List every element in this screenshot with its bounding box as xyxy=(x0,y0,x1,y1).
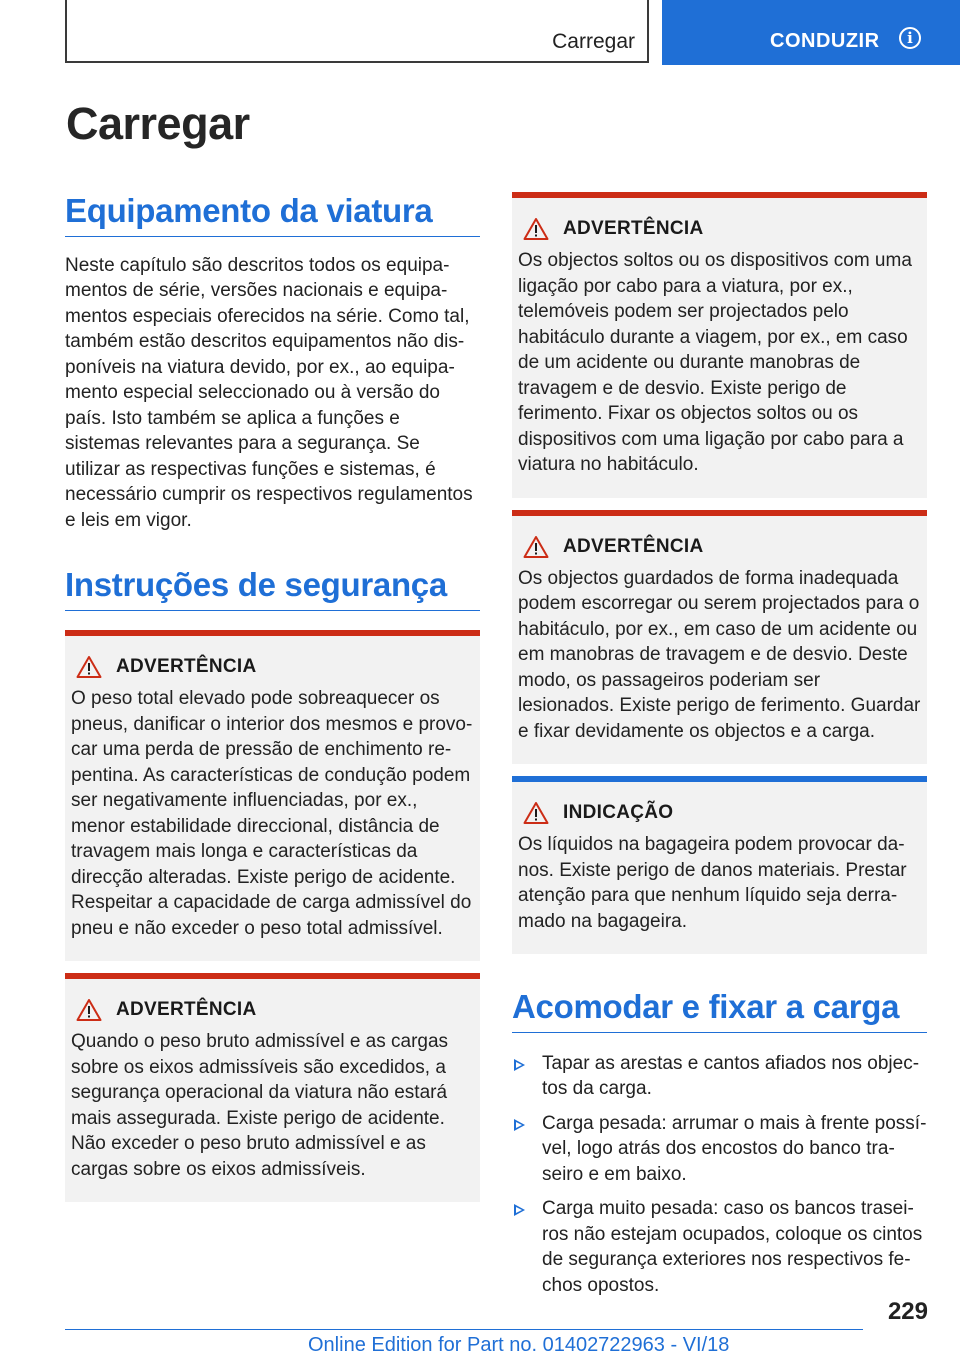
section-title-equipamento: Equipamento da viatura xyxy=(65,192,480,237)
warning-label: ADVERTÊNCIA xyxy=(116,999,257,1021)
warning-triangle-icon xyxy=(76,655,102,679)
section-title-seguranca: Instruções de segurança xyxy=(65,566,480,611)
warning-header xyxy=(518,216,921,242)
triangle-bullet-icon xyxy=(514,1119,525,1131)
warning-header xyxy=(71,654,474,680)
warning-text: Quando o peso bruto admissível e as cargas sobre os eixos admissíveis são excedidos, a segurança operacional da viatura não estará mais assegurada. Existe perigo de acidente. Não exceder o peso bruto admissível e as cargas sobre os eixos admissíveis. xyxy=(71,1031,449,1180)
page-title: Carregar xyxy=(66,98,250,149)
warning-triangle-icon xyxy=(523,801,549,825)
header-chapter-tab[interactable] xyxy=(662,0,960,65)
header-chapter-label: CONDUZIR xyxy=(770,30,880,52)
warning-label: ADVERTÊNCIA xyxy=(563,535,704,557)
warning-box-1 xyxy=(65,630,480,961)
warning-box-4 xyxy=(512,510,927,765)
equipamento-body: Neste capítulo são descritos todos os equipamentos de série, versões nacionais e equipamentos especiais oferecidos na série. Como tal, também estão descritos equipamentos não disponíveis na viatura devido, por ex., ao equipamento especial seleccionado ou à versão do país. Isto também se aplica a funções e sistemas relevantes para a segurança. Se utilizar as respectivas funções e sistemas, é necessário cumprir os respectivos regulamentos e leis em vigor. xyxy=(65,254,473,531)
section-title-acomodar: Acomodar e fixar a carga xyxy=(512,988,927,1033)
warning-triangle-icon xyxy=(523,217,549,241)
list-item xyxy=(512,1111,927,1188)
header-section-label: Carregar xyxy=(552,30,635,53)
cargo-steps-list xyxy=(512,1051,927,1299)
list-item-text: Tapar as arestas e cantos afiados nos objectos da carga. xyxy=(542,1052,920,1100)
note-header xyxy=(518,800,921,826)
warning-text: O peso total elevado pode sobreaquecer os pneus, danificar o interior dos mesmos e provocar uma perda de pressão de enchimento repentina. As características de condução podem ser negativamente influenciadas, por ex., menor estabilidade direccional, distância de travagem mais longa e características da direcção alteradas. Existe perigo de acidente. Respeitar a capacidade de carga admissível do pneu e não exceder o peso total admissível. xyxy=(71,688,473,939)
page-number: 229 xyxy=(887,1298,928,1325)
header-section-tab xyxy=(65,0,649,63)
triangle-bullet-icon xyxy=(514,1204,525,1216)
footer-divider xyxy=(65,1329,863,1330)
left-column xyxy=(65,192,480,1202)
warning-box-2 xyxy=(65,973,480,1202)
warning-box-3 xyxy=(512,192,927,498)
info-icon[interactable]: i xyxy=(899,27,921,49)
warning-text: Os objectos guardados de forma inadequada podem escorregar ou serem projectados para o habitáculo, por ex., em caso de um acidente ou em manobras de travagem e de desvio. Deste modo, os passageiros poderiam ser lesionados. Existe perigo de ferimento. Guardar e fixar devidamente os objectos e a carga. xyxy=(518,567,921,742)
list-item xyxy=(512,1051,927,1102)
warning-triangle-icon xyxy=(523,535,549,559)
list-item-text: Carga pesada: arrumar o mais à frente possível, logo atrás dos encostos do banco traseiro e em baixo. xyxy=(542,1112,927,1185)
warning-text: Os objectos soltos ou os dispositivos com uma ligação por cabo para a viatura, por ex., telemóveis podem ser projectados pelo habitáculo durante a viagem, por ex., em caso de um acidente ou durante manobras de travagem e de desvio. Existe perigo de ferimento. Fixar os objectos soltos ou os dispositivos com uma ligação por cabo para a viatura no habitáculo. xyxy=(518,250,912,475)
right-column xyxy=(512,192,927,1307)
list-item xyxy=(512,1196,927,1298)
note-label: INDICAÇÃO xyxy=(563,802,674,823)
warning-label: ADVERTÊNCIA xyxy=(116,656,257,678)
footer-edition-text: Online Edition for Part no. 01402722963 - VI/18 xyxy=(308,1334,730,1356)
note-box-1 xyxy=(512,776,927,954)
warning-triangle-icon xyxy=(76,998,102,1022)
list-item-text: Carga muito pesada: caso os bancos traseiros não estejam ocupados, coloque os cintos de segurança exteriores nos respectivos fechos opostos. xyxy=(542,1198,923,1296)
triangle-bullet-icon xyxy=(514,1059,525,1071)
warning-header xyxy=(71,997,474,1023)
warning-header xyxy=(518,534,921,560)
warning-label: ADVERTÊNCIA xyxy=(563,218,704,239)
note-text: Os líquidos na bagageira podem provocar danos. Existe perigo de danos materiais. Prestar atenção para que nenhum líquido seja derramado na bagageira. xyxy=(518,834,907,932)
